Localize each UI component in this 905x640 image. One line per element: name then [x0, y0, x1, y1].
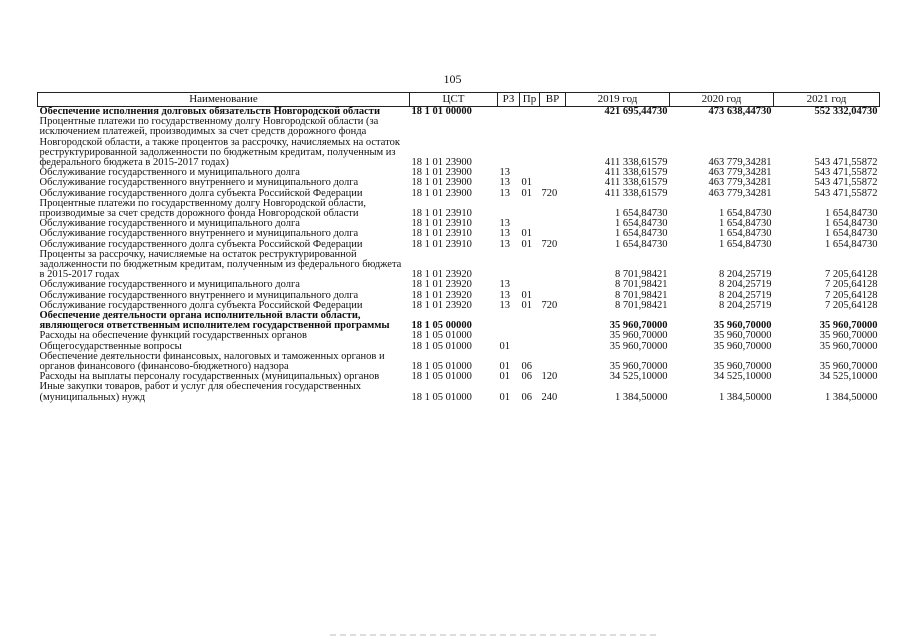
- cell-2019: 35 960,70000: [609, 320, 668, 332]
- cell-vr: 120: [541, 371, 558, 383]
- header-cst: ЦСТ: [410, 93, 498, 107]
- cell-rz: 13: [499, 177, 510, 189]
- cell-rz: 01: [499, 391, 510, 403]
- cell-pr: 01: [521, 289, 532, 301]
- cell-2020: 35 960,70000: [713, 361, 772, 373]
- cell-vr: [540, 219, 566, 229]
- cell-2020: 35 960,70000: [713, 320, 772, 332]
- cell-2019: 1 384,50000: [615, 391, 668, 403]
- cell-pr: 06: [521, 371, 532, 383]
- header-pr: Пр: [520, 93, 540, 107]
- cell-name: Обслуживание государственного и муниципального долга: [39, 279, 300, 291]
- cell-2021: 552 332,04730: [814, 106, 878, 117]
- header-2020: 2020 год: [670, 93, 774, 107]
- cell-vr: [540, 199, 566, 219]
- cell-cst: 18 1 01 23910: [411, 208, 472, 220]
- cell-2020: 8 204,25719: [719, 269, 772, 281]
- cell-pr: 01: [521, 238, 532, 250]
- cell-cst: 18 1 01 23900: [411, 187, 472, 199]
- cell-cst: 18 1 05 01000: [411, 340, 472, 352]
- cell-vr: [540, 352, 566, 372]
- cell-2019: 35 960,70000: [609, 330, 668, 342]
- cell-vr: [540, 342, 566, 352]
- cell-pr: [520, 342, 540, 352]
- cell-rz: [498, 117, 520, 168]
- cell-cst: 18 1 01 23920: [411, 269, 472, 281]
- cell-rz: 13: [499, 218, 510, 230]
- cell-vr: [540, 107, 566, 118]
- cell-name: Обслуживание государственного внутреннего и муниципального долга: [39, 289, 359, 301]
- cell-rz: [498, 199, 520, 219]
- cell-2020: 463 779,34281: [708, 157, 772, 169]
- table-row: [38, 117, 880, 168]
- cell-pr: 01: [521, 299, 532, 311]
- cell-2021: 7 205,64128: [825, 279, 878, 291]
- table-row: [38, 199, 880, 219]
- cell-name: Обслуживание государственного долга субъекта Российской Федерации: [39, 187, 363, 199]
- cell-2020: 8 204,25719: [719, 279, 772, 291]
- cell-vr: [540, 250, 566, 281]
- cell-pr: [520, 250, 540, 281]
- cell-name: Обслуживание государственного внутреннего и муниципального долга: [39, 177, 359, 189]
- cell-name: Процентные платежи по государственному долгу Новгородской области, производимые за счет средств дорожного фонда Новгородской области: [39, 197, 366, 220]
- cell-cst: 18 1 05 01000: [411, 371, 472, 383]
- cell-pr: [520, 199, 540, 219]
- cell-vr: [540, 331, 566, 341]
- cell-2021: 34 525,10000: [819, 371, 878, 383]
- cell-2019: 8 701,98421: [615, 299, 668, 311]
- cell-pr: [520, 107, 540, 118]
- cell-2021: 543 471,55872: [814, 177, 878, 189]
- cell-name: Обслуживание государственного и муниципального долга: [39, 218, 300, 230]
- cell-2019: 421 695,44730: [604, 106, 668, 117]
- cell-cst: 18 1 01 23910: [411, 218, 472, 230]
- cell-name: Проценты за рассрочку, начисляемые на остаток реструктурированной задолженности по бюджетным кредитам, полученным из федерального бюджета в 2015-2017 годах: [39, 248, 402, 281]
- cell-cst: 18 1 01 23920: [411, 279, 472, 291]
- cell-2019: 34 525,10000: [609, 371, 668, 383]
- cell-rz: [498, 107, 520, 118]
- cell-pr: 01: [521, 187, 532, 199]
- cell-vr: [540, 117, 566, 168]
- cell-name: Обслуживание государственного и муниципального долга: [39, 167, 300, 179]
- cell-2021: 543 471,55872: [814, 167, 878, 179]
- cell-name: Общегосударственные вопросы: [39, 340, 182, 352]
- cell-2021: 35 960,70000: [819, 361, 878, 373]
- cell-name: Расходы на выплаты персоналу государственных (муниципальных) органов: [39, 371, 380, 383]
- header-name: Наименование: [38, 93, 410, 107]
- cell-2019: 1 654,84730: [615, 218, 668, 230]
- header-2019: 2019 год: [566, 93, 670, 107]
- header-vr: ВР: [540, 93, 566, 107]
- cell-name: Иные закупки товаров, работ и услуг для обеспечения государственных (муниципальных) нужд: [39, 381, 362, 403]
- cell-cst: 18 1 05 01000: [411, 361, 472, 373]
- cell-pr: 06: [521, 391, 532, 403]
- cell-2019: 1 654,84730: [615, 208, 668, 220]
- cell-2020: 1 654,84730: [719, 238, 772, 250]
- cell-pr: [520, 117, 540, 168]
- cell-2020: 1 654,84730: [719, 218, 772, 230]
- cell-name: Обслуживание государственного долга субъекта Российской Федерации: [39, 238, 363, 250]
- cell-name: Расходы на обеспечение функций государственных органов: [39, 330, 307, 342]
- cell-2021: 1 654,84730: [825, 228, 878, 240]
- cell-rz: 01: [499, 340, 510, 352]
- cell-2021: 35 960,70000: [819, 340, 878, 352]
- cell-2021: 7 205,64128: [825, 289, 878, 301]
- cell-2019: 1 654,84730: [615, 228, 668, 240]
- cell-cst: 18 1 01 23900: [411, 157, 472, 169]
- scan-artifact: [330, 634, 660, 636]
- cell-2020: 1 384,50000: [719, 391, 772, 403]
- cell-2019: 8 701,98421: [615, 289, 668, 301]
- cell-2021: 1 654,84730: [825, 208, 878, 220]
- cell-rz: 01: [499, 361, 510, 373]
- cell-2019: 411 338,61579: [604, 187, 668, 199]
- table-row: [38, 250, 880, 281]
- cell-2020: 463 779,34281: [708, 167, 772, 179]
- cell-pr: 01: [521, 177, 532, 189]
- cell-vr: 720: [541, 299, 558, 311]
- cell-2021: 1 654,84730: [825, 238, 878, 250]
- cell-2021: 1 384,50000: [825, 391, 878, 403]
- cell-name: Обеспечение деятельности органа исполнительной власти области, являющегося ответственным исполнителем государственной программы: [39, 310, 390, 332]
- cell-rz: 13: [499, 187, 510, 199]
- cell-2020: 34 525,10000: [713, 371, 772, 383]
- cell-pr: 06: [521, 361, 532, 373]
- cell-rz: 13: [499, 279, 510, 291]
- cell-rz: 13: [499, 289, 510, 301]
- table-row: [38, 382, 880, 402]
- cell-2019: 8 701,98421: [615, 279, 668, 291]
- cell-rz: 13: [499, 167, 510, 179]
- cell-2020: 463 779,34281: [708, 187, 772, 199]
- cell-2020: 35 960,70000: [713, 330, 772, 342]
- cell-rz: 01: [499, 371, 510, 383]
- cell-cst: 18 1 01 23900: [411, 177, 472, 189]
- cell-cst: 18 1 01 23920: [411, 289, 472, 301]
- cell-2021: 1 654,84730: [825, 218, 878, 230]
- cell-2020: 8 204,25719: [719, 289, 772, 301]
- table-row: [38, 352, 880, 372]
- cell-rz: 13: [499, 238, 510, 250]
- cell-2021: 543 471,55872: [814, 157, 878, 169]
- cell-2019: 411 338,61579: [604, 177, 668, 189]
- cell-name: Обеспечение исполнения долговых обязательств Новгородской области: [39, 106, 380, 117]
- cell-rz: [498, 250, 520, 281]
- page-number: 105: [443, 72, 462, 86]
- cell-cst: 18 1 01 23900: [411, 167, 472, 179]
- cell-2021: 35 960,70000: [819, 330, 878, 342]
- cell-rz: 13: [499, 299, 510, 311]
- cell-2019: 8 701,98421: [615, 269, 668, 281]
- cell-2021: 35 960,70000: [819, 320, 878, 332]
- cell-rz: [498, 311, 520, 331]
- cell-2020: 35 960,70000: [713, 340, 772, 352]
- cell-2020: 8 204,25719: [719, 299, 772, 311]
- cell-2019: 35 960,70000: [609, 361, 668, 373]
- cell-cst: 18 1 01 23920: [411, 299, 472, 311]
- table-body: [38, 107, 880, 403]
- cell-name: Процентные платежи по государственному долгу Новгородской области (за исключением платежей, производимых за счет средств дорожного фонда Новгородской области, а также процентов за рассрочку, начисляемых на остаток реструктурированной задолженности по бюджетным кредитам, полученным из федерального бюджета в 2015-2017 годах): [39, 116, 400, 169]
- cell-vr: [540, 311, 566, 331]
- cell-2019: 35 960,70000: [609, 340, 668, 352]
- cell-pr: [520, 311, 540, 331]
- cell-cst: 18 1 01 00000: [411, 106, 472, 117]
- cell-cst: 18 1 05 01000: [411, 391, 472, 403]
- cell-rz: 13: [499, 228, 510, 240]
- cell-cst: 18 1 05 01000: [411, 330, 472, 342]
- cell-2019: 411 338,61579: [604, 167, 668, 179]
- cell-vr: 240: [541, 391, 558, 403]
- cell-2020: 463 779,34281: [708, 177, 772, 189]
- cell-2021: 7 205,64128: [825, 269, 878, 281]
- cell-vr: 720: [541, 187, 558, 199]
- cell-2020: 1 654,84730: [719, 208, 772, 220]
- cell-name: Обеспечение деятельности финансовых, налоговых и таможенных органов и органов финансового (финансово-бюджетного) надзора: [39, 350, 385, 373]
- cell-2021: 7 205,64128: [825, 299, 878, 311]
- cell-cst: 18 1 05 00000: [411, 320, 472, 332]
- cell-pr: [520, 331, 540, 341]
- cell-pr: 01: [521, 228, 532, 240]
- table-header-row: [38, 93, 880, 107]
- cell-vr: [540, 168, 566, 178]
- cell-vr: [540, 280, 566, 290]
- table-row: [38, 311, 880, 331]
- header-rz: РЗ: [498, 93, 520, 107]
- cell-name: Обслуживание государственного внутреннего и муниципального долга: [39, 228, 359, 240]
- cell-2020: 1 654,84730: [719, 228, 772, 240]
- cell-cst: 18 1 01 23910: [411, 238, 472, 250]
- cell-2019: 411 338,61579: [604, 157, 668, 169]
- cell-2021: 543 471,55872: [814, 187, 878, 199]
- cell-name: Обслуживание государственного долга субъекта Российской Федерации: [39, 299, 363, 311]
- header-2021: 2021 год: [774, 93, 880, 107]
- cell-2020: 473 638,44730: [708, 106, 772, 117]
- cell-vr: 720: [541, 238, 558, 250]
- cell-2019: 1 654,84730: [615, 238, 668, 250]
- budget-table: [37, 92, 880, 403]
- cell-cst: 18 1 01 23910: [411, 228, 472, 240]
